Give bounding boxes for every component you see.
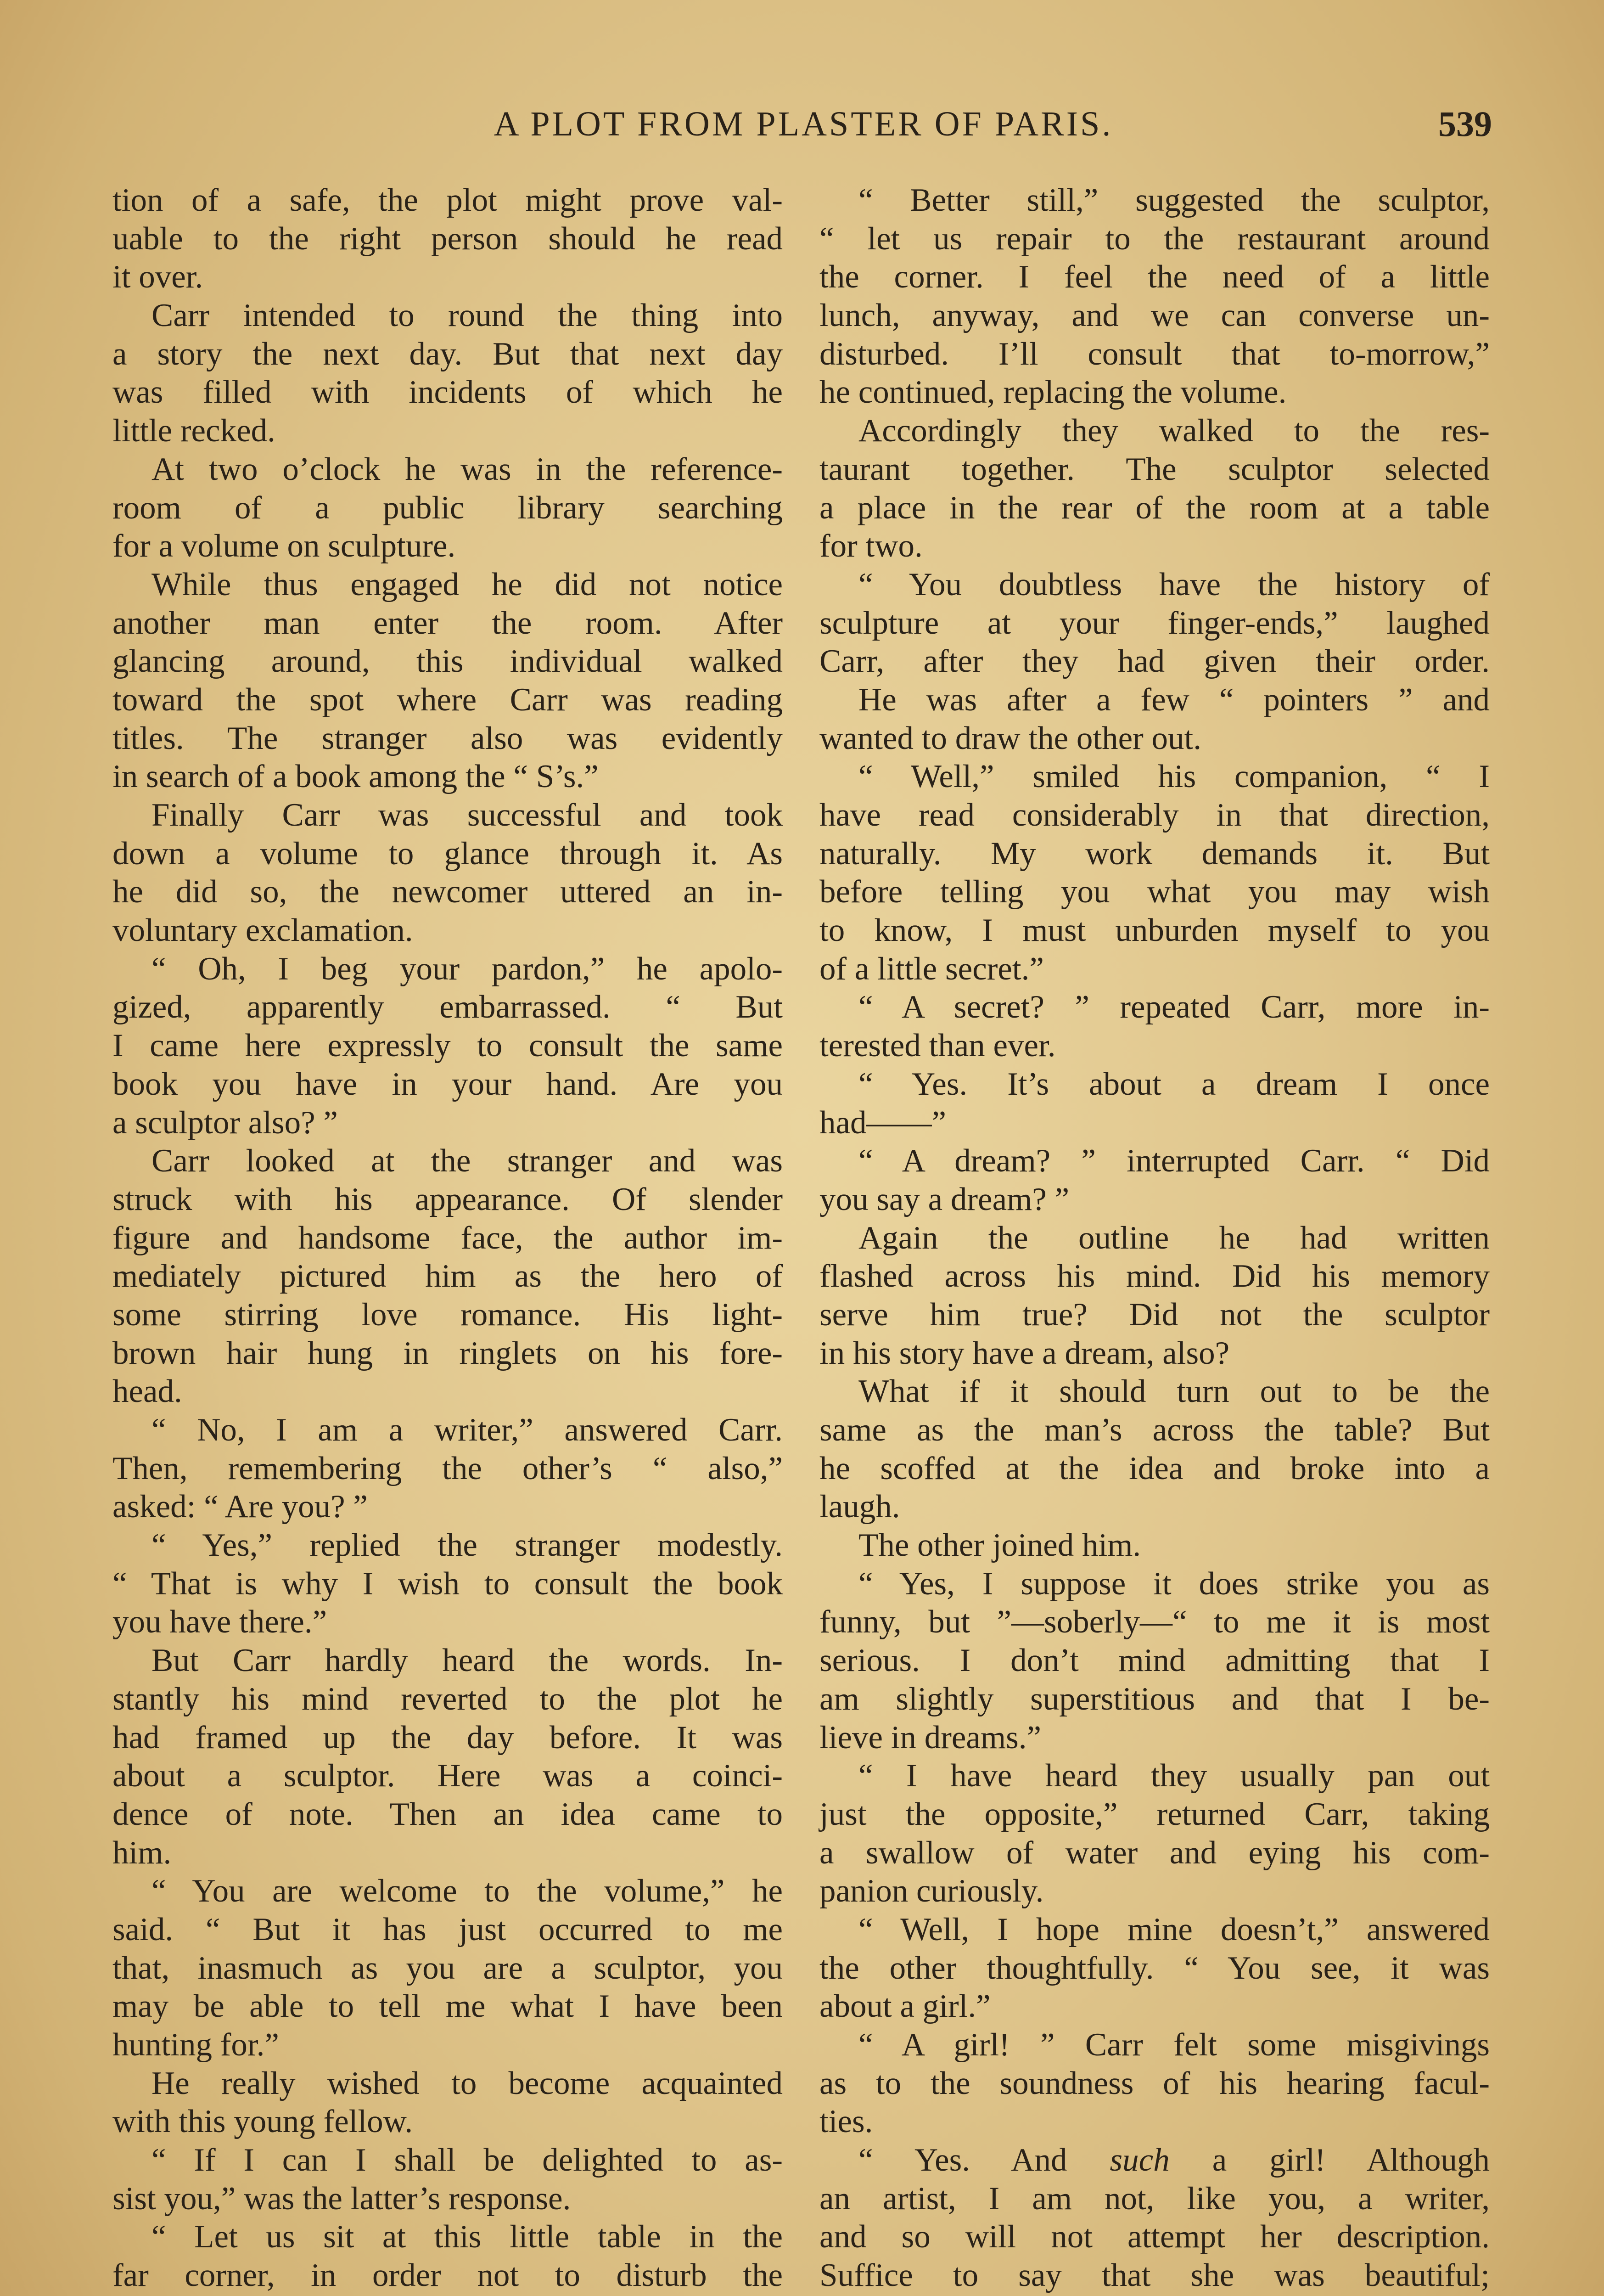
text-line: little recked. (112, 413, 275, 449)
text-line: terested than ever. (819, 1028, 1056, 1064)
text-line: to know, I must unburden myself to you (819, 912, 1490, 949)
text-fragment: a girl! Although (1169, 2142, 1490, 2178)
text-line: voluntary exclamation. (112, 912, 413, 949)
text-line: He was after a few “ pointers ” and (858, 681, 1490, 718)
text-line: ties. (819, 2104, 873, 2140)
text-line: “ Well,” smiled his companion, “ I (858, 759, 1490, 795)
text-line: some stirring love romance. His light- (112, 1296, 783, 1333)
text-line: uable to the right person should he read (112, 220, 783, 257)
text-line: titles. The stranger also was evidently (112, 720, 783, 756)
text-line: “ No, I am a writer,” answered Carr. (151, 1412, 783, 1448)
text-line: he did so, the newcomer uttered an in- (112, 874, 783, 910)
text-line: “ Better still,” suggested the sculptor, (858, 182, 1490, 218)
text-line: about a girl.” (819, 1988, 991, 2025)
text-line: may be able to tell me what I have been (112, 1988, 783, 2025)
text-line: in his story have a dream, also? (819, 1335, 1230, 1371)
text-line: “ Well, I hope mine doesn’t,” answered (858, 1911, 1490, 1947)
text-line: Finally Carr was successful and took (151, 797, 783, 833)
text-line: gized, apparently embarrassed. “ But (112, 989, 783, 1025)
text-line: a place in the rear of the room at a table (819, 490, 1490, 526)
text-line: “ Yes,” replied the stranger modestly. (151, 1527, 783, 1564)
text-line: about a sculptor. Here was a coinci- (112, 1758, 783, 1794)
text-line: While thus engaged he did not notice (151, 566, 783, 602)
text-line: him. (112, 1835, 172, 1871)
text-line: naturally. My work demands it. But (819, 835, 1490, 872)
text-line: you say a dream? ” (819, 1181, 1070, 1217)
text-line: Carr intended to round the thing into (151, 298, 783, 334)
text-line: for two. (819, 528, 923, 564)
text-line: stantly his mind reverted to the plot he (112, 1681, 783, 1717)
text-line: But Carr hardly heard the words. In- (151, 1643, 783, 1679)
text-line: had framed up the day before. It was (112, 1719, 783, 1756)
text-line: Carr looked at the stranger and was (151, 1143, 783, 1179)
text-line: am slightly superstitious and that I be- (819, 1681, 1490, 1717)
text-line: “ You doubtless have the history of (858, 566, 1490, 602)
text-line: sculpture at your finger-ends,” laughed (819, 605, 1490, 641)
text-line: dence of note. Then an idea came to (112, 1796, 783, 1832)
text-line: taurant together. The sculptor selected (819, 451, 1490, 487)
text-line: in search of a book among the “ S’s.” (112, 759, 599, 795)
text-line: He really wished to become acquainted (151, 2065, 783, 2101)
text-line: “ I have heard they usually pan out (858, 1758, 1490, 1794)
text-line: “ Yes, I suppose it does strike you as (858, 1565, 1490, 1602)
italic-word: such (1110, 2142, 1170, 2178)
text-line: wanted to draw the other out. (819, 720, 1202, 756)
text-line: Accordingly they walked to the res- (858, 413, 1490, 449)
text-line: “ Oh, I beg your pardon,” he apolo- (151, 951, 783, 987)
text-line: for a volume on sculpture. (112, 528, 456, 564)
page-header (115, 99, 1492, 149)
text-fragment: “ Yes. And (858, 2142, 1110, 2178)
text-line: said. “ But it has just occurred to me (112, 1911, 783, 1947)
text-line: “ A secret? ” repeated Carr, more in- (858, 989, 1490, 1025)
text-line: the other thoughtfully. “ You see, it was (819, 1950, 1490, 1986)
text-line: book you have in your hand. Are you (112, 1066, 783, 1102)
text-line: “ If I can I shall be delighted to as- (151, 2142, 783, 2178)
text-line: have read considerably in that direction, (819, 797, 1490, 833)
text-line: it over. (112, 259, 203, 295)
running-title: A PLOT FROM PLASTER OF PARIS. (494, 105, 1113, 143)
text-line: before telling you what you may wish (819, 874, 1490, 910)
text-line: sist you,” was the latter’s response. (112, 2180, 571, 2217)
text-line: disturbed. I’ll consult that to-morrow,” (819, 336, 1490, 372)
text-line: “ A girl! ” Carr felt some misgivings (858, 2027, 1490, 2063)
text-line: mediately pictured him as the hero of (112, 1258, 783, 1294)
text-line: a sculptor also? ” (112, 1104, 338, 1141)
text-line: hunting for.” (112, 2027, 279, 2063)
text-line: lunch, anyway, and we can converse un- (819, 298, 1490, 334)
text-line: room of a public library searching (112, 490, 783, 526)
text-line: with this young fellow. (112, 2104, 413, 2140)
text-line: another man enter the room. After (112, 605, 783, 641)
text-line: What if it should turn out to be the (858, 1373, 1490, 1410)
text-line: you have there.” (112, 1604, 327, 1640)
text-line: panion curiously. (819, 1873, 1044, 1909)
text-line: “ A dream? ” interrupted Carr. “ Did (858, 1143, 1490, 1179)
text-line (819, 2141, 1490, 2180)
text-line: brown hair hung in ringlets on his fore- (112, 1335, 783, 1371)
text-line: head. (112, 1373, 182, 1410)
text-line: tion of a safe, the plot might prove val- (112, 182, 783, 218)
text-line: funny, but ”—soberly—“ to me it is most (819, 1604, 1490, 1640)
text-line: lieve in dreams.” (819, 1719, 1041, 1756)
text-line: Suffice to say that she was beautiful; (819, 2257, 1490, 2294)
text-line: the corner. I feel the need of a little (819, 259, 1490, 295)
text-line: figure and handsome face, the author im- (112, 1220, 783, 1256)
text-line: “ Let us sit at this little table in the (151, 2219, 783, 2255)
text-line: flashed across his mind. Did his memory (819, 1258, 1490, 1294)
text-line: At two o’clock he was in the reference- (151, 451, 783, 487)
text-line: “ let us repair to the restaurant around (819, 220, 1490, 257)
text-line: down a volume to glance through it. As (112, 835, 783, 872)
text-line: of a little secret.” (819, 951, 1044, 987)
text-line: far corner, in order not to disturb the (112, 2257, 783, 2294)
text-line: struck with his appearance. Of slender (112, 1181, 783, 1217)
text-line: Carr, after they had given their order. (819, 643, 1490, 680)
text-line: glancing around, this individual walked (112, 643, 783, 680)
text-line: “ You are welcome to the volume,” he (151, 1873, 783, 1909)
text-line: serve him true? Did not the sculptor (819, 1296, 1490, 1333)
left-text-column (112, 181, 783, 2296)
text-line: toward the spot where Carr was reading (112, 681, 783, 718)
text-line: same as the man’s across the table? But (819, 1412, 1490, 1448)
text-line: Then, remembering the other’s “ also,” (112, 1450, 783, 1486)
text-line: just the opposite,” returned Carr, taking (819, 1796, 1490, 1832)
page-number: 539 (1438, 104, 1492, 144)
text-line: as to the soundness of his hearing facul- (819, 2065, 1490, 2101)
text-line: I came here expressly to consult the same (112, 1028, 783, 1064)
text-line: “ That is why I wish to consult the book (112, 1565, 783, 1602)
text-line: Again the outline he had written (858, 1220, 1490, 1256)
text-line: was filled with incidents of which he (112, 374, 783, 411)
text-line: laugh. (819, 1489, 900, 1525)
text-line: serious. I don’t mind admitting that I (819, 1643, 1490, 1679)
text-line: a swallow of water and eying his com- (819, 1835, 1490, 1871)
text-line: The other joined him. (858, 1527, 1141, 1564)
text-line: he continued, replacing the volume. (819, 374, 1287, 411)
text-line: a story the next day. But that next day (112, 336, 783, 372)
text-line: asked: “ Are you? ” (112, 1489, 368, 1525)
text-line: had——” (819, 1104, 947, 1141)
right-text-column (819, 181, 1490, 2296)
text-line: “ Yes. It’s about a dream I once (858, 1066, 1490, 1102)
text-line: that, inasmuch as you are a sculptor, you (112, 1950, 783, 1986)
text-line: he scoffed at the idea and broke into a (819, 1450, 1490, 1486)
text-line: an artist, I am not, like you, a writer, (819, 2180, 1490, 2217)
text-line: and so will not attempt her description. (819, 2219, 1490, 2255)
